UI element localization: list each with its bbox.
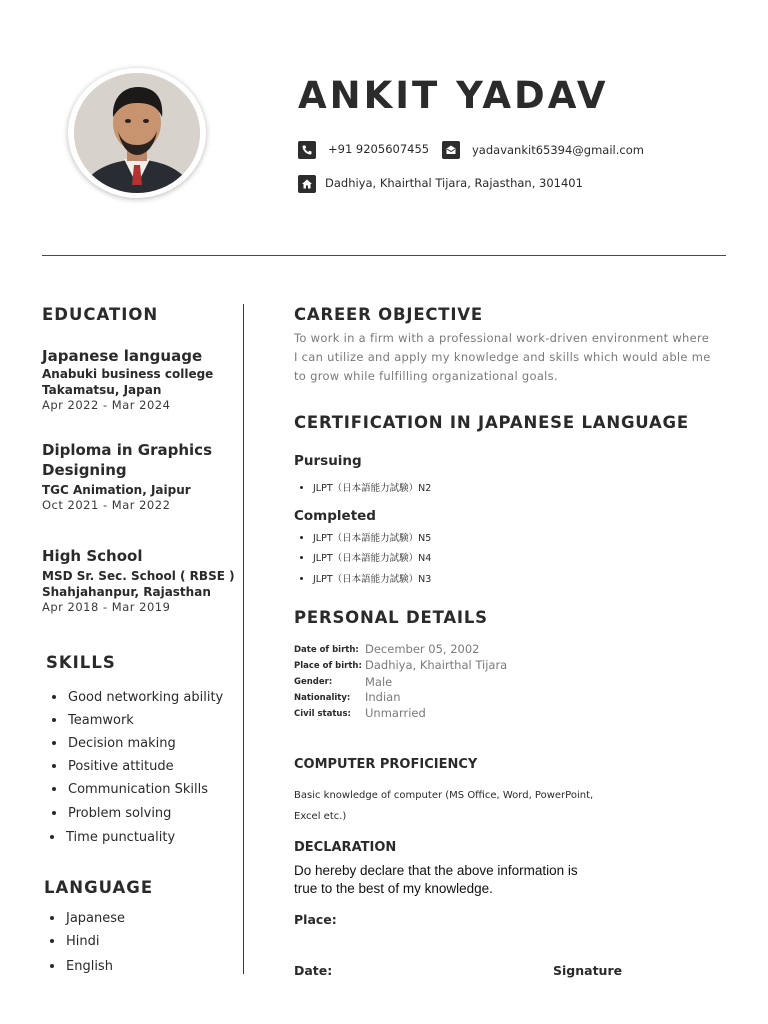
education-item	[42, 546, 235, 614]
education-location: Shahjahanpur, Rajasthan	[42, 585, 211, 599]
skill-item: Time punctuality	[50, 830, 175, 845]
education-item	[42, 346, 213, 412]
signature-label: Signature	[553, 963, 623, 978]
date-label: Date:	[294, 963, 333, 978]
skill-item: Decision making	[52, 736, 176, 751]
avatar	[74, 73, 200, 193]
declaration-line: Do hereby declare that the above information is	[294, 863, 578, 878]
education-heading: EDUCATION	[42, 305, 159, 324]
career-objective-heading: CAREER OBJECTIVE	[294, 305, 483, 324]
education-institution: MSD Sr. Sec. School ( RBSE )	[42, 569, 235, 583]
email-icon	[442, 141, 460, 159]
skill-item: Positive attitude	[52, 759, 174, 774]
computer-proficiency-text	[294, 785, 654, 827]
certification-item: JLPT（日本語能力試験）N4	[300, 550, 431, 564]
declaration-text	[294, 862, 614, 898]
language-heading: LANGUAGE	[44, 878, 154, 897]
home-address: Dadhiya, Khairthal Tijara, Rajasthan, 301401	[325, 176, 583, 190]
career-objective-text	[294, 329, 724, 386]
education-title: High School	[42, 547, 143, 565]
skill-item: Good networking ability	[52, 690, 223, 705]
skill-item: Problem solving	[52, 806, 171, 821]
declaration-line: true to the best of my knowledge.	[294, 881, 493, 896]
place-label: Place:	[294, 912, 337, 927]
detail-value: Dadhiya, Khairthal Tijara	[365, 658, 508, 672]
detail-label: Gender:	[294, 677, 333, 687]
education-institution: Anabuki business college	[42, 367, 214, 381]
skill-item: Teamwork	[52, 713, 134, 728]
education-institution: TGC Animation, Jaipur	[42, 483, 191, 497]
certification-item: JLPT（日本語能力試験）N2	[300, 480, 431, 494]
language-item: Hindi	[50, 934, 100, 949]
education-location: Takamatsu, Japan	[42, 383, 162, 397]
education-dates: Apr 2022 - Mar 2024	[42, 398, 171, 412]
detail-label: Date of birth:	[294, 645, 359, 655]
career-objective-line: to grow while fulfilling organizational goals.	[294, 369, 558, 383]
detail-value: December 05, 2002	[365, 642, 480, 656]
computer-proficiency-line: Excel etc.)	[294, 811, 347, 822]
education-dates: Oct 2021 - Mar 2022	[42, 498, 171, 512]
candidate-name: ANKIT YADAV	[298, 74, 609, 117]
detail-label: Civil status:	[294, 709, 351, 719]
career-objective-line: I can utilize and apply my knowledge and skills which would able me	[294, 350, 711, 364]
detail-label: Nationality:	[294, 693, 351, 703]
column-divider	[243, 304, 244, 974]
completed-label: Completed	[294, 508, 376, 524]
computer-proficiency-line: Basic knowledge of computer (MS Office, Word, PowerPoint,	[294, 790, 594, 801]
pursuing-label: Pursuing	[294, 453, 362, 469]
language-item: English	[50, 959, 113, 974]
certification-item: JLPT（日本語能力試験）N3	[300, 571, 431, 585]
education-dates: Apr 2018 - Mar 2019	[42, 600, 171, 614]
declaration-heading: DECLARATION	[294, 840, 397, 855]
education-item	[42, 440, 212, 512]
email-address: yadavankit65394@gmail.com	[472, 143, 644, 157]
certification-heading: CERTIFICATION IN JAPANESE LANGUAGE	[294, 413, 689, 432]
home-icon	[298, 175, 316, 193]
language-item: Japanese	[50, 911, 125, 926]
education-title-line2: Designing	[42, 461, 127, 479]
skills-heading: SKILLS	[46, 653, 116, 672]
personal-details-heading: PERSONAL DETAILS	[294, 608, 488, 627]
computer-proficiency-heading: COMPUTER PROFICIENCY	[294, 757, 478, 772]
education-title: Japanese language	[42, 347, 203, 365]
detail-value: Indian	[365, 690, 401, 704]
education-title-line1: Diploma in Graphics	[42, 441, 213, 459]
phone-icon	[298, 141, 316, 159]
certification-item: JLPT（日本語能力試験）N5	[300, 530, 431, 544]
detail-value: Unmarried	[365, 706, 426, 720]
career-objective-line: To work in a firm with a professional work-driven environment where	[294, 331, 710, 345]
skill-item: Communication Skills	[52, 782, 208, 797]
detail-value: Male	[365, 675, 393, 689]
header-divider	[42, 255, 726, 256]
profile-photo	[74, 73, 200, 193]
phone-number: +91 9205607455	[328, 142, 430, 156]
detail-label: Place of birth:	[294, 661, 362, 671]
